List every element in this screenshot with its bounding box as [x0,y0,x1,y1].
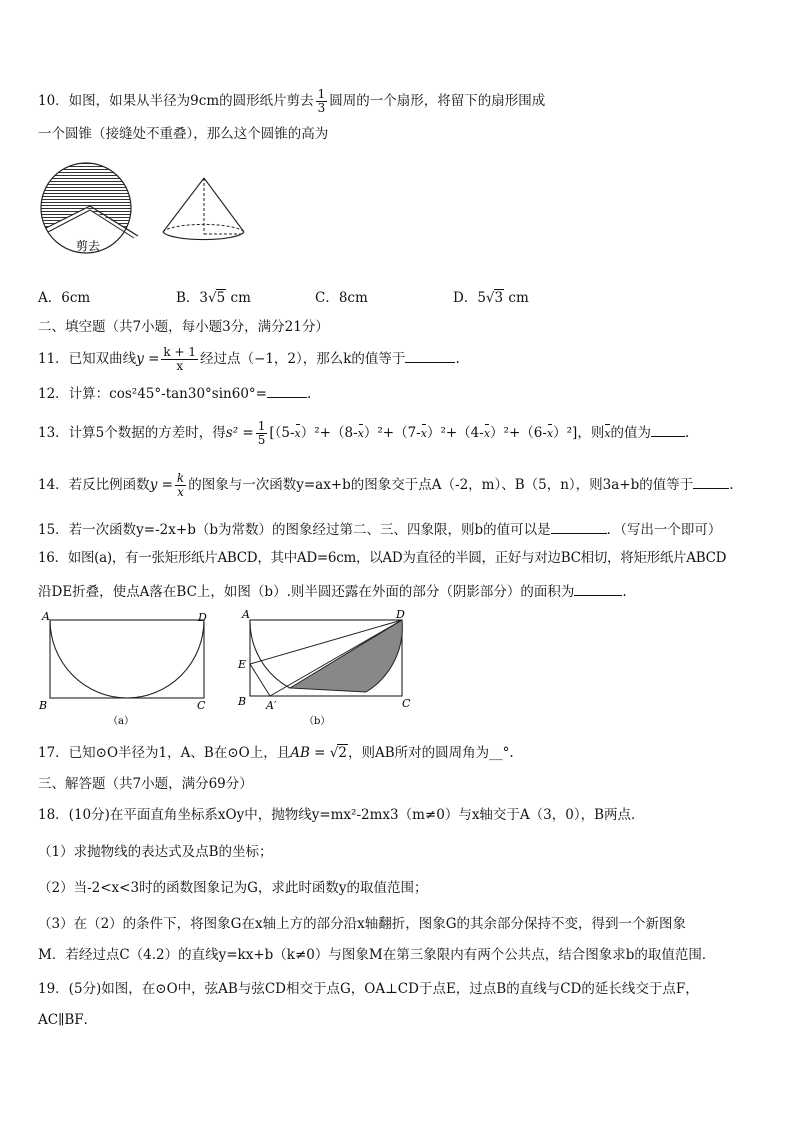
opt-b-unit: cm [230,290,251,306]
q13-s2: s² = [225,425,254,441]
q13-num: 1 [257,419,266,433]
fig-b-label-b: B [238,695,247,708]
q14-answer-blank[interactable] [693,475,729,489]
q16-figures [36,606,416,730]
q18-line1: 18．(10分)在平面直角坐标系xOy中，抛物线y=mx²-2mx3（m≠0）与x轴交于A（3，0），B两点． [38,807,645,823]
q11-fraction [161,346,198,373]
q15-text: 15．若一次函数y=-2x+b（b为常数）的图象经过第二、三、四象限，则b的值可以是 [38,522,551,538]
q19-line1: 19．(5分)如图，在⊙O中，弦AB与弦CD相交于点G，OA⊥CD于点E，过点B的直线与CD的延长线交于点F， [38,981,699,997]
q14-fraction [175,472,186,499]
q19-line2: AC∥BF． [38,1012,98,1028]
q10-frac-den: 3 [317,101,326,115]
q17-radicand: 2 [338,745,347,761]
q10-option-d: D．5√3 cm [453,290,529,306]
q14-y-eq: y = [149,477,173,493]
q10-text-b: 圆周的一个扇形，将留下的扇形围成 [329,93,546,109]
q11-end: . [455,351,460,367]
opt-b-coef: 3 [199,290,209,306]
q10-figure [38,150,258,275]
q11-answer-blank[interactable] [405,349,455,363]
fig-a-label-c: C [197,699,206,712]
q13-b6: ）²]，则 [553,425,605,441]
q10-line2: 一个圆锥（接缝处不重叠），那么这个圆锥的高为 [38,126,329,142]
q14-post: 的图象与一次函数y=ax+b的图象交于点A（-2，m）、B（5，n），则3a+b的值等于 [188,477,694,493]
fig-a-caption: （a） [108,716,134,727]
q18-part3-line2: M．若经过点C（4.2）的直线y=kx+b（k≠0）与图象M在第三象限内有两个公共点，结合图象求b的取值范围． [38,947,716,963]
opt-d-coef: 5 [477,290,486,306]
opt-d-unit: cm [508,290,529,306]
section-2-heading: 二、填空题（共7小题，每小题3分，满分21分） [38,319,329,335]
q14 [38,472,734,499]
q14-num: k [176,471,185,485]
q13-b4: ）²+（4- [426,425,484,441]
q13-b5: ）²+（6- [490,425,547,441]
q11-den: x [176,359,184,373]
q17-pre: 17．已知⊙O半径为1，A、B在⊙O上，且 [38,745,291,761]
q18-part3-line1: （3）在（2）的条件下，将图象G在x轴上方的部分沿x轴翻折，图象G的其余部分保持不变，得到一个新图象 [38,916,686,932]
q10-option-a: A．6cm [38,290,91,306]
q10-fraction [316,88,328,115]
fig-b-caption: （b） [304,716,331,727]
q13-post: 的值为 [610,425,652,441]
section-3-heading: 三、解答题（共7小题，满分69分） [38,776,253,792]
fig-b-label-e: E [238,658,247,671]
q13-b1: [（5- [269,425,295,441]
q17-ab: AB = [290,745,326,761]
fig-a-label-a: A [42,610,50,623]
figure-b [237,608,411,727]
q10-option-c: C．8cm [315,290,368,306]
q12-end: . [306,386,312,402]
q15-answer-blank[interactable] [551,520,607,534]
q16-line2 [38,582,627,601]
cone [163,178,244,240]
opt-b-prefix: B． [176,290,200,306]
fig-a-label-d: D [198,611,207,624]
q13-xbar-6: x [604,425,610,443]
q13-b2: ）²+（8- [300,425,358,441]
fig-b-label-a: A [242,608,250,621]
q17: 17．已知⊙O半径为1，A、B在⊙O上，且AB = √2，则AB所对的圆周角为__°. [38,745,514,761]
q13-b3: ）²+（7- [363,425,421,441]
q11-y-eq: y = [136,351,160,367]
cut-label: 剪去 [76,239,101,253]
q11-pre: 11．已知双曲线 [38,351,137,367]
q10-text-a: 10．如图，如果从半径为9cm的圆形纸片剪去 [38,93,314,109]
opt-d-radicand: 3 [494,290,504,306]
fig-a-label-b: B [39,699,48,712]
q13-xbar-1: x [295,425,301,443]
q18-part1: （1）求抛物线的表达式及点B的坐标； [38,844,273,860]
q17-post: ，则AB所对的圆周角为__°. [347,745,514,761]
q13-xbar-2: x [358,425,364,443]
figure-a [38,610,207,727]
q11-num: k + 1 [163,345,197,359]
q14-pre: 14．若反比例函数 [38,477,150,493]
fig-b-label-d: D [396,608,405,621]
q16-line1: 16．如图(a)，有一张矩形纸片ABCD，其中AD=6cm，以AD为直径的半圆，正好与对边BC相切，将矩形纸片ABCD [38,550,727,566]
q15 [38,520,721,539]
q10-line1 [38,88,545,115]
q12-answer-blank[interactable] [267,384,307,398]
q11-post: 经过点（−1，2），那么k的值等于 [200,351,406,367]
q13-pre: 13．计算5个数据的方差时，得 [38,425,226,441]
q18-part2: （2）当-2<x<3时的函数图象记为G，求此时函数y的取值范围； [38,880,428,896]
q13-xbar-5: x [547,425,553,443]
q11 [38,346,460,373]
q14-den: x [177,485,184,499]
q13 [38,420,689,447]
q10-option-b: B．3√5 cm [176,290,251,306]
q16-end: . [622,584,627,600]
q13-den: 5 [257,433,266,447]
opt-d-prefix: D． [453,290,478,306]
q12 [38,384,311,403]
q13-end: . [685,425,690,441]
q13-xbar-3: x [421,425,427,443]
fig-b-label-c: C [402,697,411,710]
fig-b-label-a-prime: A′ [266,699,277,712]
q13-answer-blank[interactable] [651,423,685,437]
q13-fraction [256,420,268,447]
cut-circle [41,163,138,275]
q15-post: ．（写出一个即可） [606,522,722,538]
q13-xbar-4: x [484,425,490,443]
q10-frac-num: 1 [317,87,326,101]
q14-end: . [729,477,734,493]
opt-b-radicand: 5 [216,290,226,306]
q16-line2-text: 沿DE折叠，使点A落在BC上，如图（b）.则半圆还露在外面的部分（阴影部分）的面积为 [38,584,575,600]
q12-text: 12．计算：cos²45°-tan30°sin60°= [38,386,267,402]
q16-answer-blank[interactable] [574,582,622,596]
